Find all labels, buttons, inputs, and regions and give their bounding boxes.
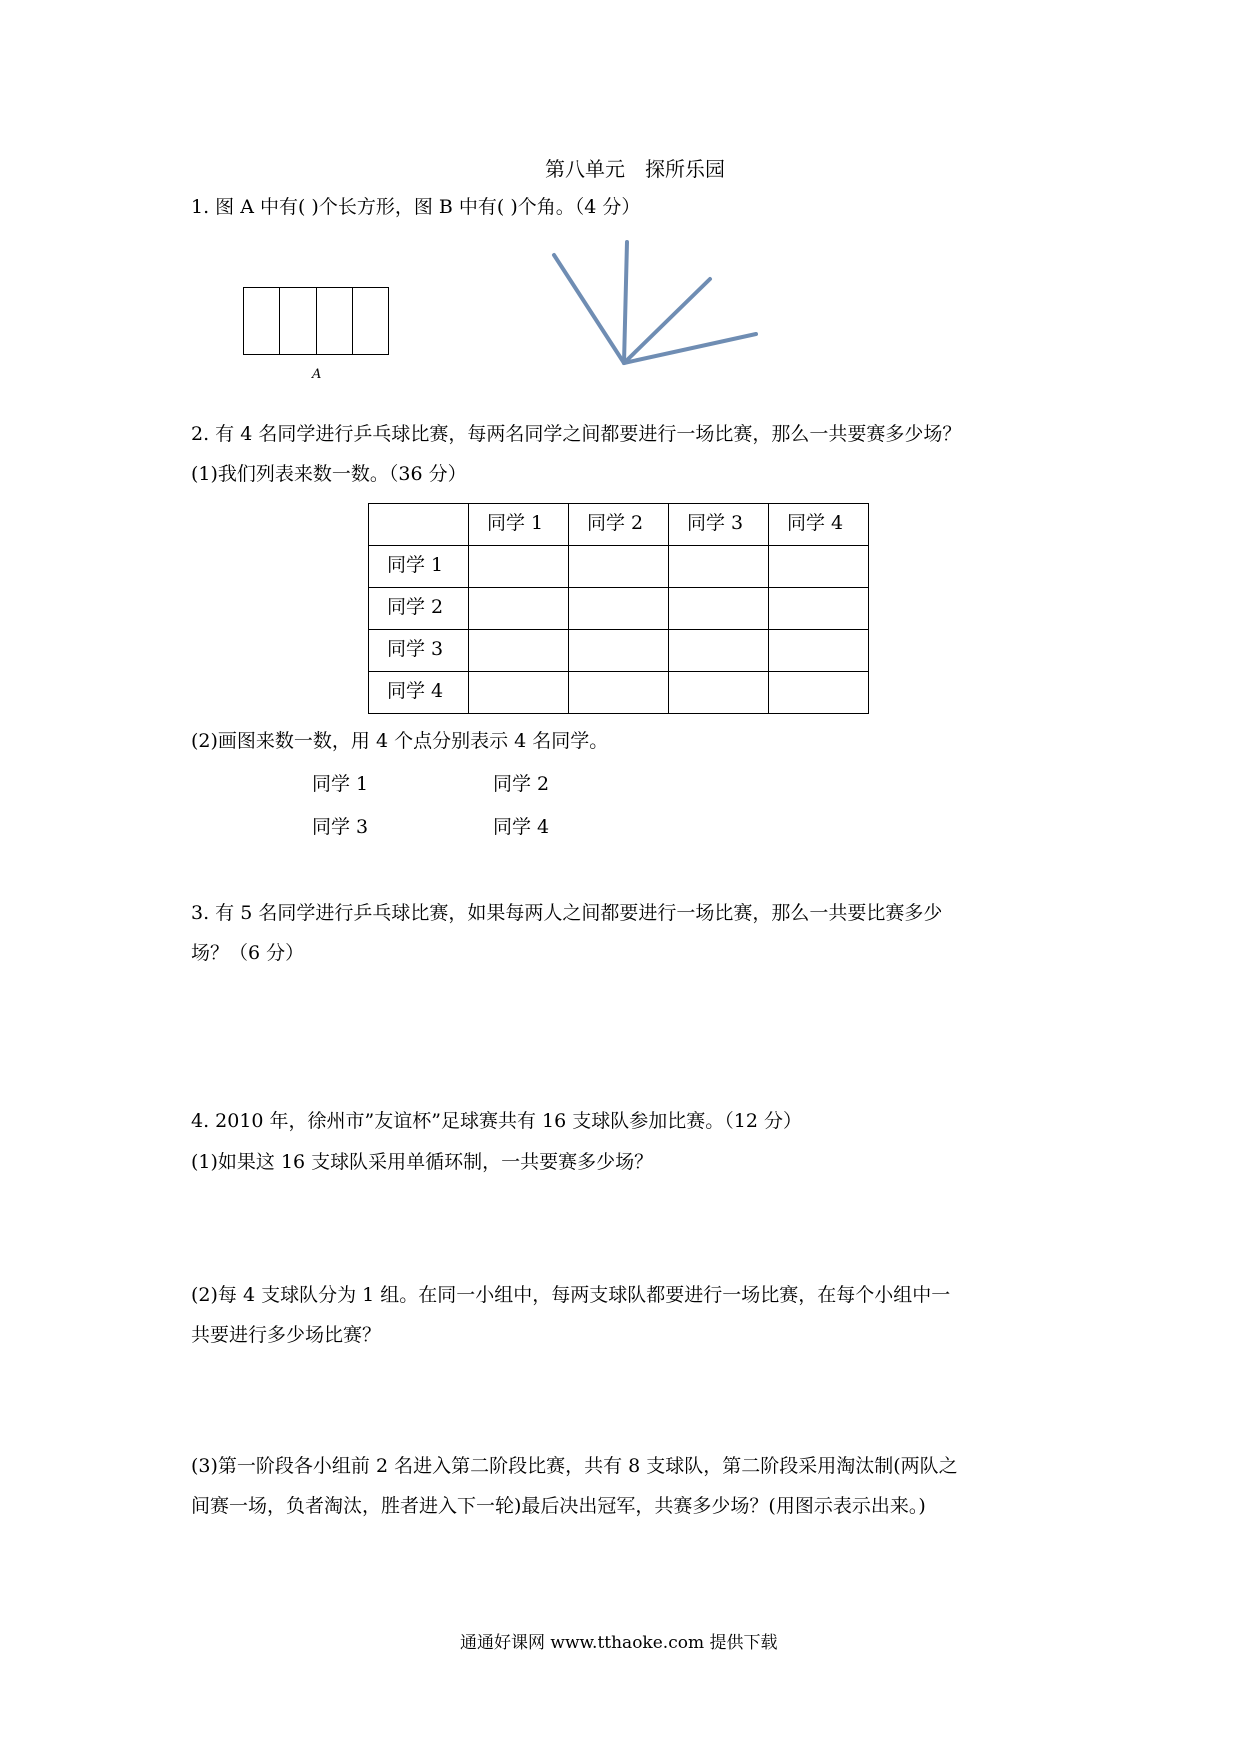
figure-a-cell (353, 288, 388, 354)
figure-a-rectangles (243, 287, 389, 355)
table-cell[interactable] (569, 672, 669, 714)
table-cell[interactable] (669, 546, 769, 588)
table-cell[interactable] (569, 546, 669, 588)
question-2: 2. 有 4 名同学进行乒乓球比赛，每两名同学之间都要进行一场比赛，那么一共要赛多少场？ (191, 423, 962, 445)
question-4-part-2: (2)每 4 支球队分为 1 组。在同一小组中，每两支球队都要进行一场比赛，在每个小组中一 (191, 1284, 951, 1306)
table-corner-cell (369, 504, 469, 546)
question-3: 3. 有 5 名同学进行乒乓球比赛，如果每两人之间都要进行一场比赛，那么一共要比赛多少 (191, 902, 943, 924)
question-4-part-3: (3)第一阶段各小组前 2 名进入第二阶段比赛，共有 8 支球队，第二阶段采用淘汰制(两队之 (191, 1455, 958, 1477)
table-cell[interactable] (769, 546, 869, 588)
question-1: 1. 图 A 中有( )个长方形，图 B 中有( )个角。（4 分） (191, 196, 641, 218)
table-header-cell: 同学 3 (669, 504, 769, 546)
match-table (368, 503, 869, 714)
question-2-part-2: (2)画图来数一数，用 4 个点分别表示 4 名同学。 (191, 730, 609, 752)
figure-a-cell (244, 288, 280, 354)
table-cell[interactable] (469, 672, 569, 714)
table-header-row (369, 504, 869, 546)
figure-b-ray (624, 279, 710, 363)
figure-b-ray (554, 255, 624, 363)
table-cell[interactable] (669, 588, 769, 630)
figure-b-angles (540, 240, 770, 375)
point-label: 同学 1 (312, 773, 369, 795)
table-header-cell: 同学 2 (569, 504, 669, 546)
question-4: 4. 2010 年，徐州市”友谊杯”足球赛共有 16 支球队参加比赛。（12 分） (191, 1110, 802, 1132)
question-4-part-2-cont: 共要进行多少场比赛？ (191, 1324, 382, 1346)
table-header-cell: 同学 4 (769, 504, 869, 546)
figure-b-ray (624, 242, 627, 363)
table-row (369, 630, 869, 672)
table-row (369, 546, 869, 588)
table-cell[interactable] (769, 588, 869, 630)
table-cell[interactable] (469, 630, 569, 672)
point-label: 同学 2 (493, 773, 550, 795)
table-cell[interactable] (669, 672, 769, 714)
table-row-label: 同学 1 (369, 546, 469, 588)
table-row-label: 同学 3 (369, 630, 469, 672)
table-cell[interactable] (569, 588, 669, 630)
question-4-part-3-cont: 间赛一场，负者淘汰，胜者进入下一轮)最后决出冠军，共赛多少场？(用图示表示出来。) (191, 1495, 926, 1517)
table-cell[interactable] (469, 588, 569, 630)
figure-a-label: A (312, 367, 322, 382)
question-4-part-1: (1)如果这 16 支球队采用单循环制，一共要赛多少场？ (191, 1151, 654, 1173)
table-cell[interactable] (769, 672, 869, 714)
page-footer: 通通好课网 www.tthaoke.com 提供下载 (460, 1633, 778, 1653)
table-row (369, 588, 869, 630)
table-row-label: 同学 4 (369, 672, 469, 714)
figure-a-cell (280, 288, 316, 354)
question-2-part-1: (1)我们列表来数一数。（36 分） (191, 463, 467, 485)
table-row (369, 672, 869, 714)
table-cell[interactable] (669, 630, 769, 672)
table-cell[interactable] (569, 630, 669, 672)
table-cell[interactable] (469, 546, 569, 588)
question-3-cont: 场？（6 分） (191, 942, 305, 964)
point-label: 同学 3 (312, 816, 369, 838)
table-header-cell: 同学 1 (469, 504, 569, 546)
figure-b-ray (624, 334, 756, 363)
figure-a-cell (317, 288, 353, 354)
page-title: 第八单元 探所乐园 (545, 157, 725, 181)
table-cell[interactable] (769, 630, 869, 672)
table-row-label: 同学 2 (369, 588, 469, 630)
point-label: 同学 4 (493, 816, 550, 838)
